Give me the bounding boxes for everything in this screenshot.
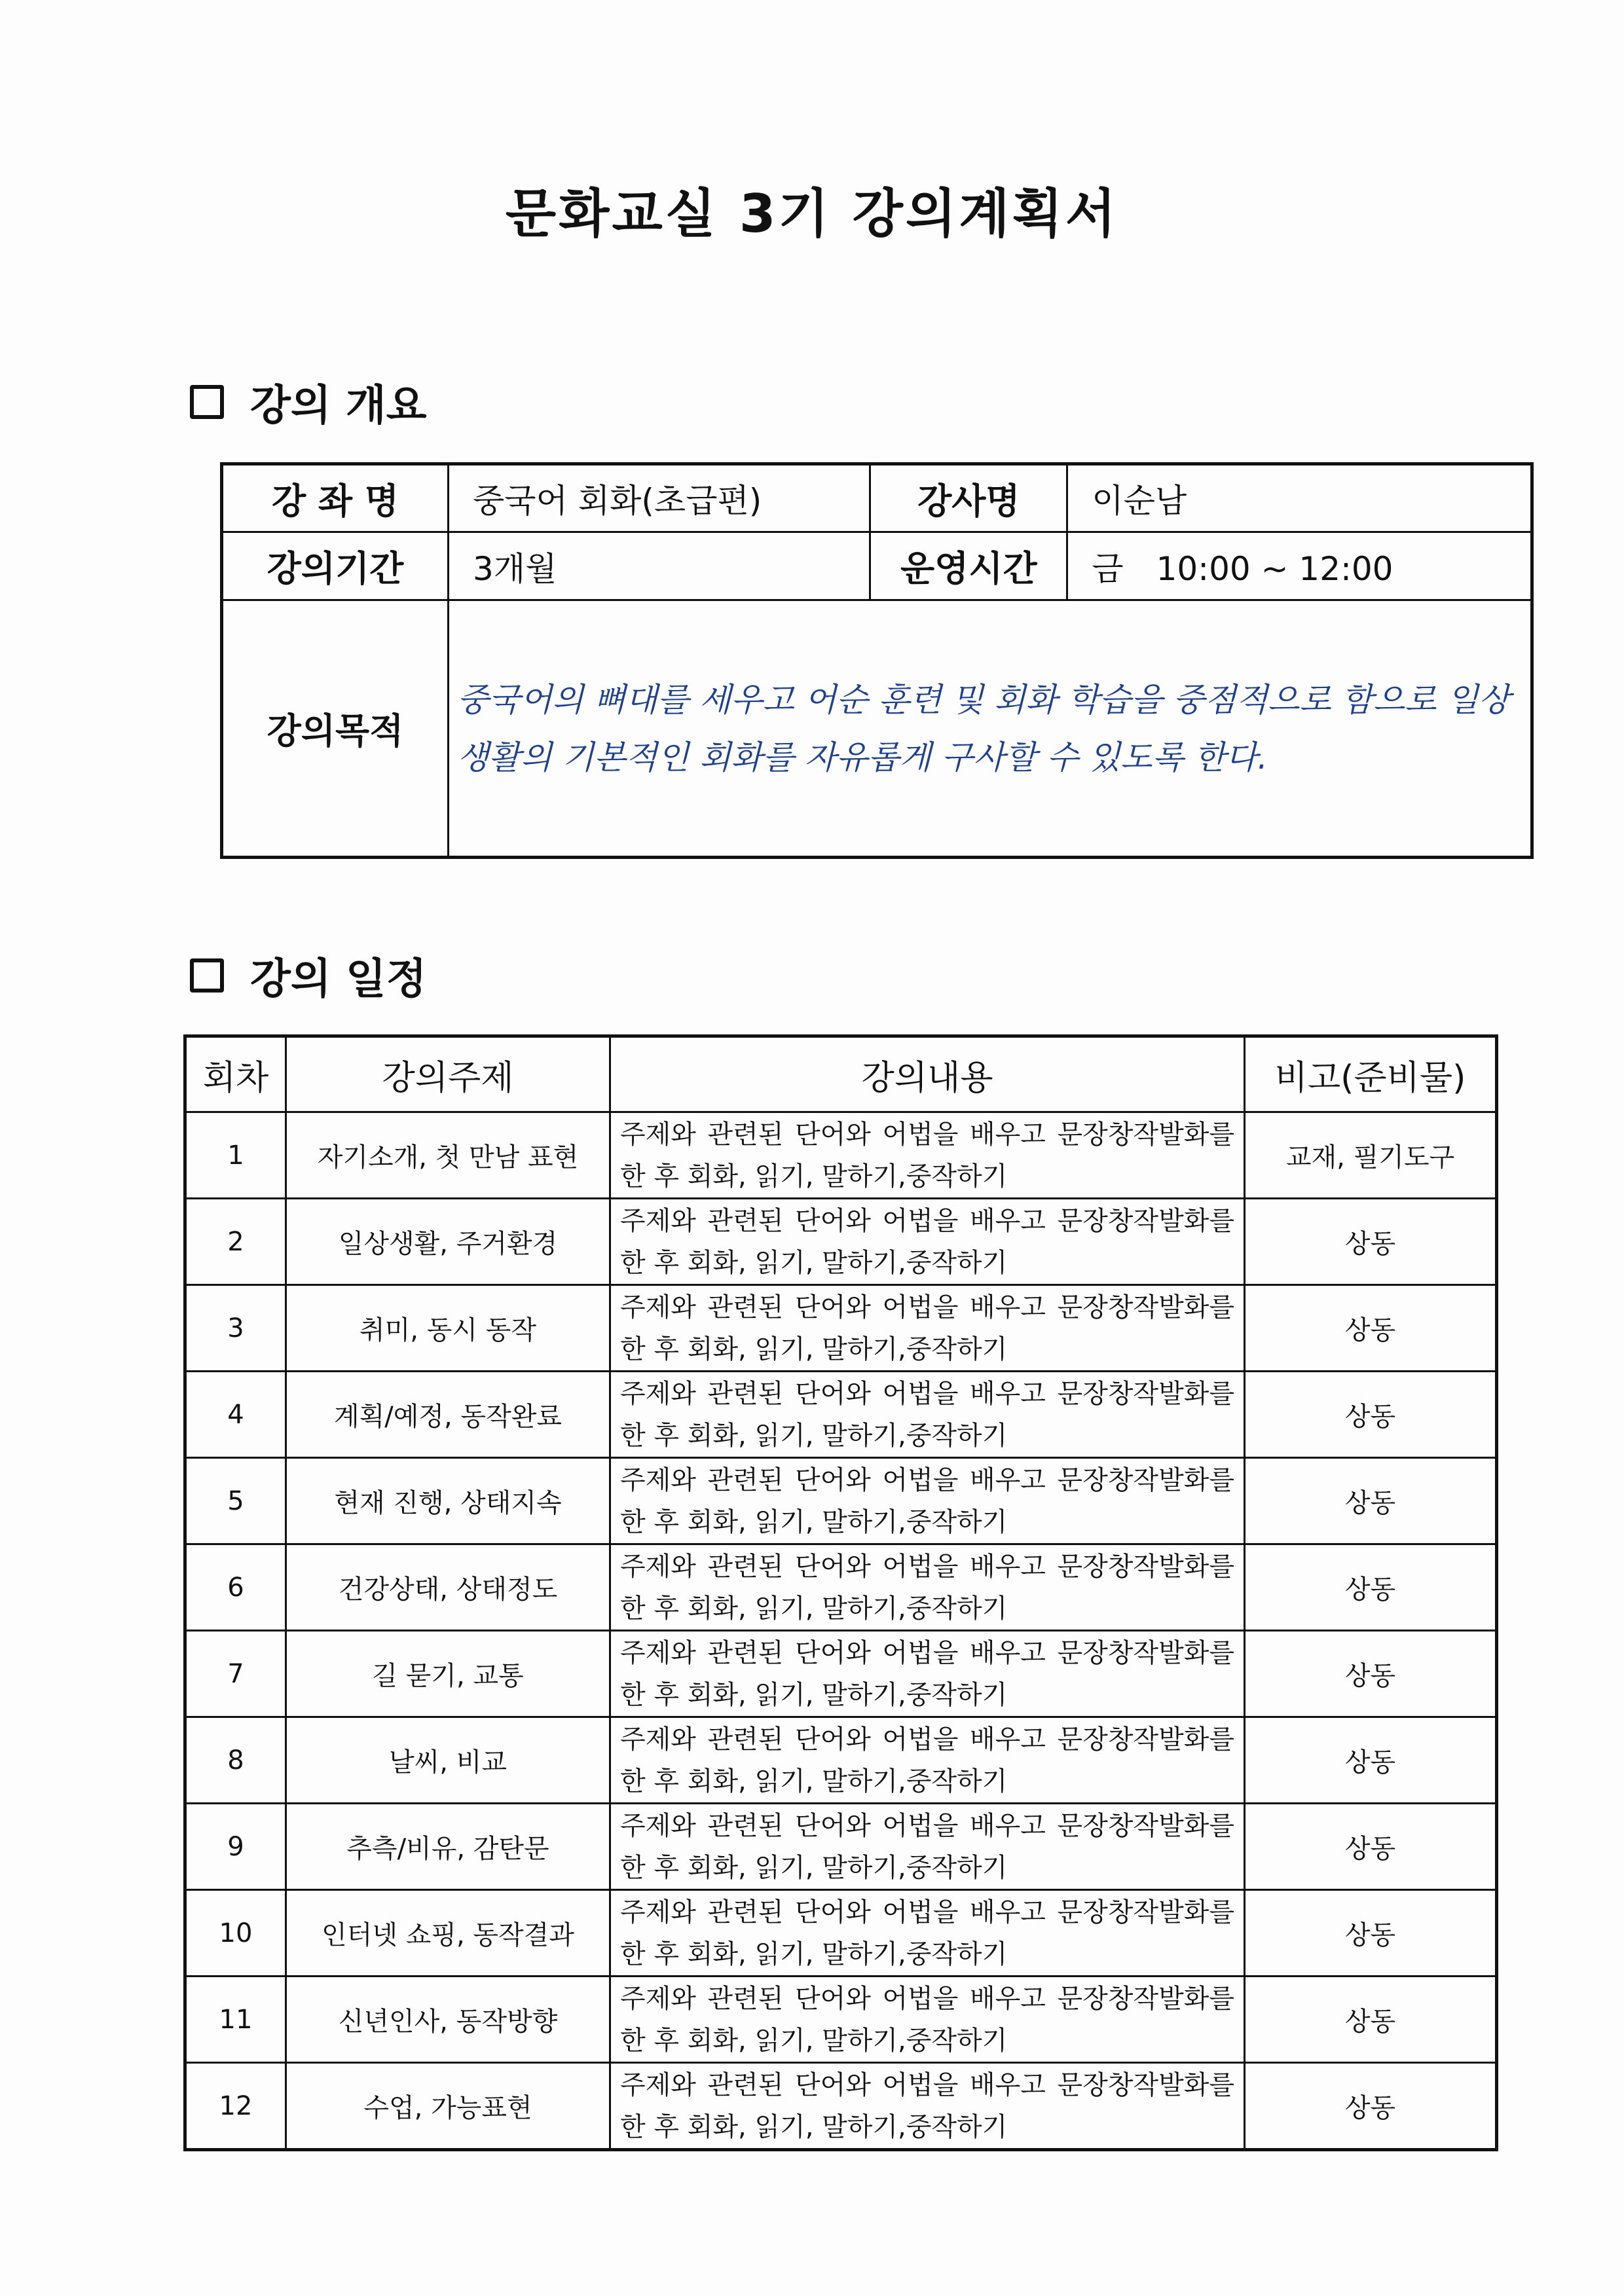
row-number: 7 xyxy=(185,1631,286,1717)
row-content: 주제와 관련된 단어와 어법을 배우고 문장창작발화를 한 후 회화, 읽기, 말하기,중작하기 xyxy=(610,1199,1245,1285)
table-row xyxy=(185,1372,1497,1458)
row-content: 주제와 관련된 단어와 어법을 배우고 문장창작발화를 한 후 회화, 읽기, 말하기,중작하기 xyxy=(610,1112,1245,1199)
row-content: 주제와 관련된 단어와 어법을 배우고 문장창작발화를 한 후 회화, 읽기, 말하기,중작하기 xyxy=(610,1544,1245,1631)
row-note: 상동 xyxy=(1245,1631,1497,1717)
course-value: 중국어 회화(초급편) xyxy=(449,464,870,532)
table-row xyxy=(185,2063,1497,2150)
schedule-table xyxy=(183,1034,1498,2151)
row-topic: 날씨, 비교 xyxy=(286,1717,610,1804)
table-row xyxy=(185,1199,1497,1285)
row-number: 8 xyxy=(185,1717,286,1804)
row-topic: 자기소개, 첫 만남 표현 xyxy=(286,1112,610,1199)
row-note: 상동 xyxy=(1245,1804,1497,1890)
row-topic: 현재 진행, 상태지속 xyxy=(286,1458,610,1544)
table-row xyxy=(185,1544,1497,1631)
row-number: 4 xyxy=(185,1372,286,1458)
header-content: 강의내용 xyxy=(610,1036,1245,1112)
row-topic: 취미, 동시 동작 xyxy=(286,1285,610,1372)
row-content: 주제와 관련된 단어와 어법을 배우고 문장창작발화를 한 후 회화, 읽기, 말하기,중작하기 xyxy=(610,1804,1245,1890)
course-label: 강 좌 명 xyxy=(222,464,449,532)
header-no: 회차 xyxy=(185,1036,286,1112)
row-note: 상동 xyxy=(1245,1372,1497,1458)
period-value: 3개월 xyxy=(449,532,870,600)
overview-table xyxy=(220,462,1534,859)
row-number: 10 xyxy=(185,1890,286,1977)
row-topic: 수업, 가능표현 xyxy=(286,2063,610,2150)
row-number: 5 xyxy=(185,1458,286,1544)
overview-heading-block xyxy=(190,372,427,432)
row-content: 주제와 관련된 단어와 어법을 배우고 문장창작발화를 한 후 회화, 읽기, 말하기,중작하기 xyxy=(610,1890,1245,1977)
row-content: 주제와 관련된 단어와 어법을 배우고 문장창작발화를 한 후 회화, 읽기, 말하기,중작하기 xyxy=(610,1631,1245,1717)
schedule-heading: 강의 일정 xyxy=(250,955,427,1004)
row-note: 상동 xyxy=(1245,2063,1497,2150)
row-note: 상동 xyxy=(1245,1977,1497,2063)
schedule-heading-block xyxy=(190,945,427,1006)
table-row xyxy=(185,1285,1497,1372)
checkbox-icon xyxy=(190,385,224,419)
period-label: 강의기간 xyxy=(222,532,449,600)
checkbox-icon xyxy=(190,958,224,993)
row-number: 1 xyxy=(185,1112,286,1199)
row-topic: 추측/비유, 감탄문 xyxy=(286,1804,610,1890)
document-title: 문화교실 3기 강의계획서 xyxy=(505,183,1119,244)
purpose-value: 중국어의 뼈대를 세우고 어순 훈련 및 회화 학습을 중점적으로 함으로 일상생활의 기본적인 회화를 자유롭게 구사할 수 있도록 한다. xyxy=(449,600,1532,858)
row-content: 주제와 관련된 단어와 어법을 배우고 문장창작발화를 한 후 회화, 읽기, 말하기,중작하기 xyxy=(610,1717,1245,1804)
row-number: 11 xyxy=(185,1977,286,2063)
row-topic: 일상생활, 주거환경 xyxy=(286,1199,610,1285)
row-topic: 계획/예정, 동작완료 xyxy=(286,1372,610,1458)
row-content: 주제와 관련된 단어와 어법을 배우고 문장창작발화를 한 후 회화, 읽기, 말하기,중작하기 xyxy=(610,1285,1245,1372)
row-number: 3 xyxy=(185,1285,286,1372)
row-content: 주제와 관련된 단어와 어법을 배우고 문장창작발화를 한 후 회화, 읽기, 말하기,중작하기 xyxy=(610,1458,1245,1544)
instructor-value: 이순남 xyxy=(1067,464,1532,532)
header-topic: 강의주제 xyxy=(286,1036,610,1112)
table-row xyxy=(185,1804,1497,1890)
table-row xyxy=(185,1631,1497,1717)
row-note: 상동 xyxy=(1245,1285,1497,1372)
hours-label: 운영시간 xyxy=(870,532,1067,600)
row-content: 주제와 관련된 단어와 어법을 배우고 문장창작발화를 한 후 회화, 읽기, 말하기,중작하기 xyxy=(610,1977,1245,2063)
row-note: 상동 xyxy=(1245,1199,1497,1285)
row-topic: 건강상태, 상태정도 xyxy=(286,1544,610,1631)
header-note: 비고(준비물) xyxy=(1245,1036,1497,1112)
row-content: 주제와 관련된 단어와 어법을 배우고 문장창작발화를 한 후 회화, 읽기, 말하기,중작하기 xyxy=(610,1372,1245,1458)
table-row xyxy=(185,1977,1497,2063)
row-note: 상동 xyxy=(1245,1458,1497,1544)
row-note: 상동 xyxy=(1245,1717,1497,1804)
row-note: 상동 xyxy=(1245,1890,1497,1977)
instructor-label: 강사명 xyxy=(870,464,1067,532)
row-topic: 인터넷 쇼핑, 동작결과 xyxy=(286,1890,610,1977)
table-row xyxy=(185,1717,1497,1804)
row-number: 2 xyxy=(185,1199,286,1285)
table-row xyxy=(185,1890,1497,1977)
overview-heading: 강의 개요 xyxy=(250,382,427,430)
row-topic: 길 묻기, 교통 xyxy=(286,1631,610,1717)
row-note: 교재, 필기도구 xyxy=(1245,1112,1497,1199)
table-row xyxy=(185,1112,1497,1199)
purpose-label: 강의목적 xyxy=(222,600,449,858)
row-number: 12 xyxy=(185,2063,286,2150)
table-row xyxy=(185,1458,1497,1544)
row-number: 9 xyxy=(185,1804,286,1890)
row-note: 상동 xyxy=(1245,1544,1497,1631)
row-content: 주제와 관련된 단어와 어법을 배우고 문장창작발화를 한 후 회화, 읽기, 말하기,중작하기 xyxy=(610,2063,1245,2150)
row-topic: 신년인사, 동작방향 xyxy=(286,1977,610,2063)
hours-value: 금 10:00 ~ 12:00 xyxy=(1067,532,1532,600)
row-number: 6 xyxy=(185,1544,286,1631)
